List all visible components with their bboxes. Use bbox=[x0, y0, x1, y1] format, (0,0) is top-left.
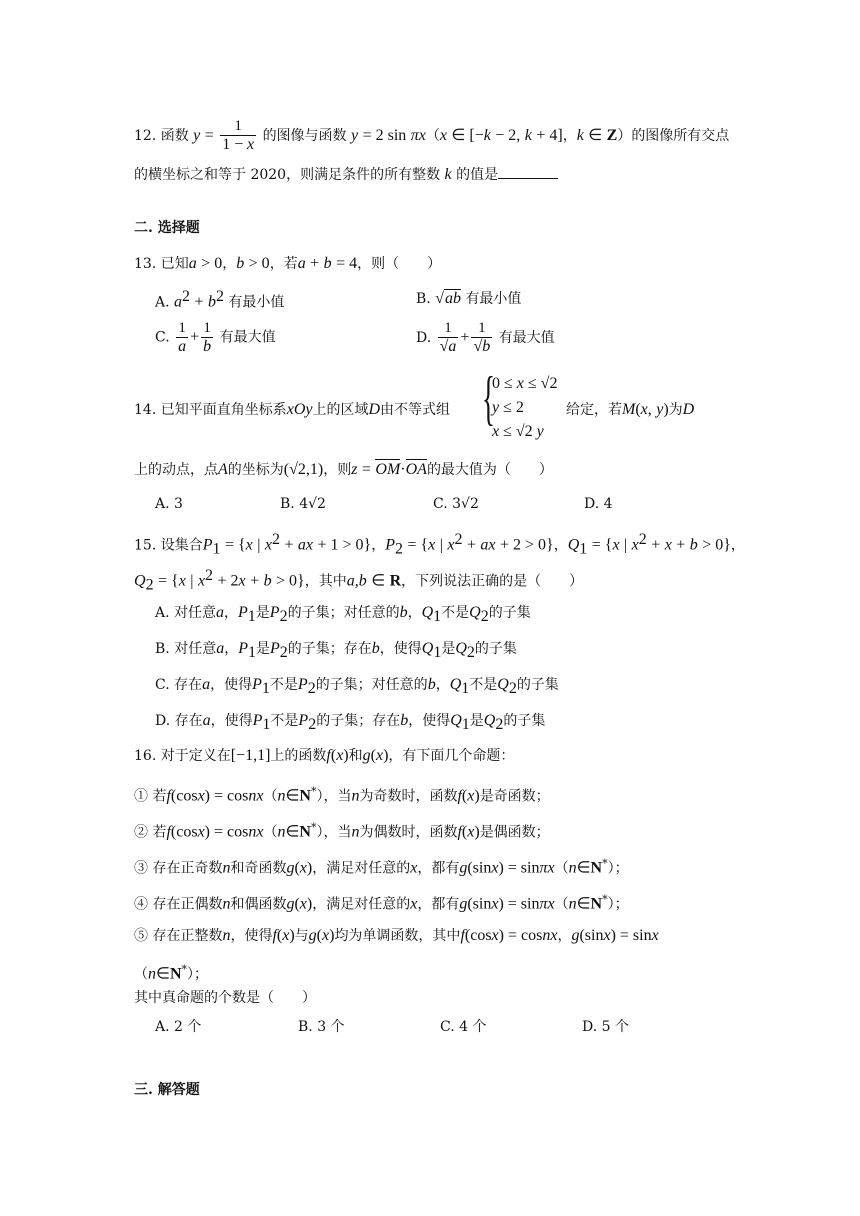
q16-option-b: B. 3 个 bbox=[298, 1019, 345, 1035]
q16-p3-label: ③ 存在正奇数 bbox=[134, 860, 223, 877]
inequality-system: 0 ≤ x ≤ √2 y ≤ 2 x ≤ √2 y bbox=[492, 375, 558, 440]
q15-option-c: C. 存在a，使得$P_1$不是$P_2$的子集；对任意的b，$Q_1$不是$Q_2$的子集 bbox=[155, 676, 559, 697]
q16-tail: 其中真命题的个数是（ ） bbox=[134, 990, 316, 1006]
q12-text-2: 的图像与函数 bbox=[262, 128, 347, 144]
q16-stem-text: 16. 对于定义在 bbox=[134, 748, 231, 764]
q14-text-6: 上的动点，点 bbox=[134, 462, 218, 478]
q15-option-b-label: B. 对任意 bbox=[155, 641, 217, 657]
section-heading-2: 二. 选择题 bbox=[134, 220, 200, 236]
q14-text-7: 的坐标为 bbox=[227, 462, 284, 478]
q16-proposition-5: ⑤ 存在正整数n，使得f(x)与g(x)均为单调函数，其中f(cosx) = cosnx，g(sinx) = sinx bbox=[134, 927, 659, 944]
q15-option-d: D. 存在a，使得$P_1$不是$P_2$的子集；存在b，使得$Q_1$是$Q_2$的子集 bbox=[155, 712, 546, 733]
q13-ask-text: ，则（ ） bbox=[357, 256, 442, 272]
q16-option-c: C. 4 个 bbox=[440, 1019, 487, 1035]
q15-text-3: ，下列说法正确的是（ ） bbox=[401, 573, 584, 590]
q15-line1: 15. 设集合$P_1 = \{x$ | $x^2$ + ax + 1 > 0}，$P_2 = \{x$ | $x^2$ + ax + 2 > 0}，$Q_1 = \{x$ | $x^2 + x + b > 0$}， bbox=[134, 531, 745, 558]
q14-text-1: 14. 已知平面直角坐标系 bbox=[134, 402, 287, 418]
section-heading-3: 三. 解答题 bbox=[134, 1082, 200, 1098]
q14-text-9: 的最大值为（ ） bbox=[426, 462, 553, 478]
q14-option-a: A. 3 bbox=[155, 496, 183, 512]
q16-option-d: D. 5 个 bbox=[582, 1019, 629, 1035]
q15-line2: $Q_2 = \{x$ | $x^2 + 2x + b > 0$}，其中a,b ∈ R，下列说法正确的是（ ） bbox=[134, 567, 584, 594]
q14-text-5: 为 bbox=[668, 402, 683, 418]
q16-proposition-3: ③ 存在正奇数n和奇函数g(x)，满足对任意的x，都有g(sinx) = sinπx（n∈N*）； bbox=[134, 857, 629, 877]
q16-option-a: A. 2 个 bbox=[155, 1019, 202, 1035]
q13-stem: 13. 已知a > 0，b > 0，若a + b = 4，则（ ） bbox=[134, 255, 442, 272]
q14-text-3: 由不等式组 bbox=[380, 402, 451, 418]
q12-line1: 12. 函数 y = $\frac{1}{1 - x}$ 的图像与函数 y = 2 sin πx（x ∈ [−k − 2, k + 4]，k ∈ Z）的图像所有交点 bbox=[134, 118, 730, 153]
q14-option-d: D. 4 bbox=[584, 496, 613, 512]
q14-text-2: 上的区域 bbox=[312, 402, 369, 418]
q12-fraction: $\frac{1}{1 - x}$ bbox=[222, 118, 255, 153]
q16-proposition-5-cont: （n∈N*）； bbox=[134, 963, 208, 983]
q16-stem-text-3: 和 bbox=[348, 748, 363, 764]
q14-line2: 上的动点，点A的坐标为(√2,1)，则z = OM·OA的最大值为（ ） bbox=[134, 461, 553, 478]
answer-blank bbox=[498, 164, 558, 179]
q16-stem: 16. 对于定义在[−1,1]上的函数f(x)和g(x)，有下面几个命题： bbox=[134, 747, 515, 764]
q12-text-4: 的横坐标之和等于 2020，则满足条件的所有整数 bbox=[134, 167, 441, 183]
q13-option-b-text: 有最小值 bbox=[465, 291, 522, 307]
q16-stem-text-2: 上的函数 bbox=[270, 748, 327, 764]
q16-proposition-1: ① 若f(cosx) = cosnx（n∈N*），当n为奇数时，函数f(x)是奇函数； bbox=[134, 785, 550, 805]
q16-proposition-2: ② 若f(cosx) = cosnx（n∈N*），当n为偶数时，函数f(x)是偶函数； bbox=[134, 821, 550, 841]
q16-p2-label: ② 若 bbox=[134, 824, 167, 841]
q13-option-b: B. √ab 有最小值 bbox=[416, 290, 522, 307]
q13-option-d: D. $\frac{1}{√a}$ + $\frac{1}{√b}$ 有最大值 bbox=[416, 320, 555, 355]
q12-text-3: 的图像所有交点 bbox=[631, 128, 730, 144]
q15-option-a-label: A. 对任意 bbox=[155, 605, 217, 621]
q14-option-c: C. 3√2 bbox=[433, 496, 479, 512]
q12-text-1: 函数 bbox=[160, 128, 189, 144]
q16-p1-label: ① 若 bbox=[134, 788, 167, 805]
q14-option-b: B. 4√2 bbox=[280, 496, 326, 512]
q12-number: 12. bbox=[134, 128, 157, 144]
q15-text-2: ，其中 bbox=[304, 573, 347, 590]
q13-option-d-text: 有最大值 bbox=[498, 330, 555, 346]
q16-p5-label: ⑤ 存在正整数 bbox=[134, 928, 223, 944]
q13-option-a: A. $a^2 + b^2$ 有最小值 bbox=[155, 288, 285, 311]
q16-p4-label: ④ 存在正偶数 bbox=[134, 896, 223, 913]
q15-option-a: A. 对任意a，$P_1$是$P_2$的子集；对任意的b，$Q_1$不是$Q_2$的子集 bbox=[155, 604, 531, 625]
q16-proposition-4: ④ 存在正偶数n和偶函数g(x)，满足对任意的x，都有g(sinx) = sinπx（n∈N*）； bbox=[134, 893, 629, 913]
q13-option-c-text: 有最大值 bbox=[219, 329, 276, 346]
q14-line1-right: 给定，若M(x, y)为D bbox=[566, 401, 695, 418]
q15-option-b: B. 对任意a，$P_1$是$P_2$的子集；存在b，使得$Q_1$是$Q_2$的子集 bbox=[155, 640, 517, 661]
q12-line2: 的横坐标之和等于 2020，则满足条件的所有整数 k 的值是 bbox=[134, 164, 558, 185]
q15-stem-text: 15. 设集合 bbox=[134, 537, 203, 554]
q13-stem-text: 13. 已知 bbox=[134, 256, 189, 272]
q15-option-c-label: C. 存在 bbox=[155, 677, 203, 693]
q13-option-a-text: 有最小值 bbox=[228, 294, 285, 311]
q14-text-8: ，则 bbox=[323, 462, 352, 478]
q15-option-d-label: D. 存在 bbox=[155, 713, 203, 729]
q13-option-c: C. $\frac{1}{a}$ + $\frac{1}{b}$ 有最大值 bbox=[155, 320, 276, 355]
q12-text-5: 的值是 bbox=[456, 167, 499, 183]
system-brace: { bbox=[482, 365, 495, 431]
q14-text-4: 给定，若 bbox=[566, 402, 622, 418]
q16-stem-text-4: ，有下面几个命题： bbox=[388, 748, 515, 764]
q14-line1: 14. 已知平面直角坐标系xOy上的区域D由不等式组 bbox=[134, 401, 451, 418]
